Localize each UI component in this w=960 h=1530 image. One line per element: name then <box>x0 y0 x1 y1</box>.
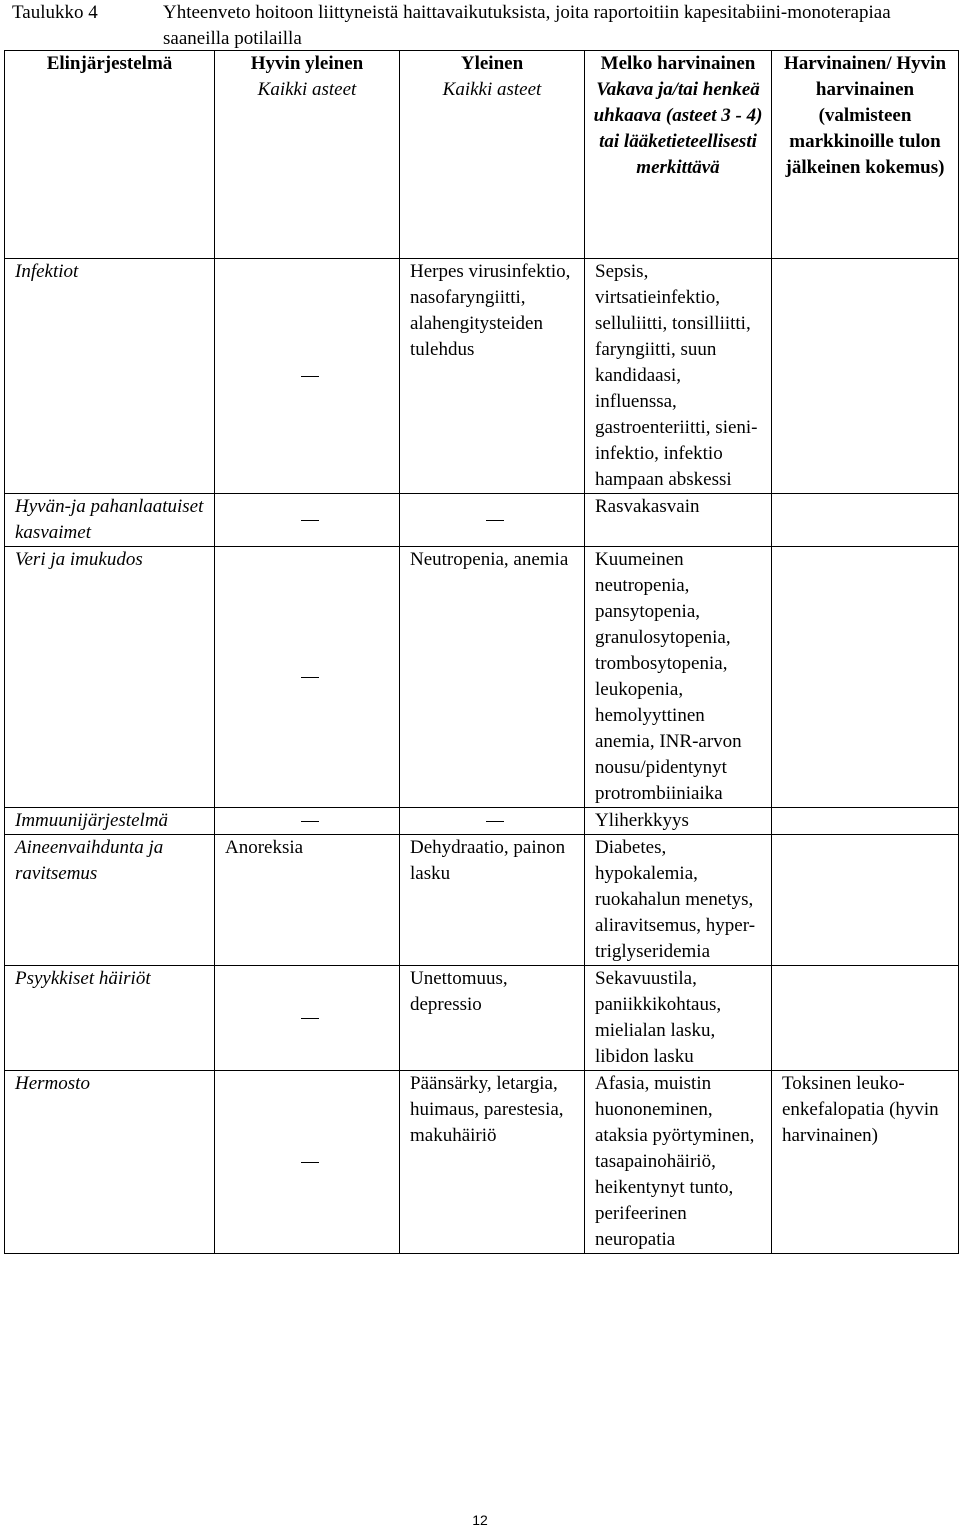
adverse-effects-table <box>4 50 959 1254</box>
row-common: Herpes virusinfektio, nasofaryngiitti, alahengitysteiden tulehdus <box>400 259 585 494</box>
row-uncommon: Rasvakasvain <box>585 494 772 547</box>
row-very-common <box>215 494 400 547</box>
row-common: Neutropenia, anemia <box>400 547 585 808</box>
row-rare: Toksinen leuko-enkefalopatia (hyvin harvinainen) <box>772 1071 959 1254</box>
dash-mark <box>301 1162 319 1163</box>
dash-mark <box>301 1018 319 1019</box>
row-uncommon: Afasia, muistin huononeminen, ataksia pyörtyminen, tasapainohäiriö, heikentynyt tunto, perifeerinen neuropatia <box>585 1071 772 1254</box>
dash-mark <box>486 821 504 822</box>
row-system: Hyvän-ja pahanlaatuiset kasvaimet <box>5 494 215 547</box>
row-common <box>400 808 585 835</box>
header-common: Yleinen Kaikki asteet <box>400 51 585 259</box>
row-uncommon: Diabetes, hypokalemia, ruokahalun menetys, aliravitsemus, hyper-triglyseridemia <box>585 835 772 966</box>
row-rare <box>772 808 959 835</box>
dash-mark <box>301 376 319 377</box>
header-rare: Harvinainen/ Hyvin harvinainen (valmisteen markkinoille tulon jälkeinen kokemus) <box>772 51 959 259</box>
row-very-common <box>215 808 400 835</box>
row-very-common <box>215 1071 400 1254</box>
row-common: Dehydraatio, painon lasku <box>400 835 585 966</box>
row-common <box>400 494 585 547</box>
row-uncommon: Sekavuustila, paniikkikohtaus, mielialan lasku, libidon lasku <box>585 966 772 1071</box>
header-very-common: Hyvin yleinen Kaikki asteet <box>215 51 400 259</box>
row-rare <box>772 835 959 966</box>
row-system: Veri ja imukudos <box>5 547 215 808</box>
table-row <box>5 808 959 835</box>
row-system: Psyykkiset häiriöt <box>5 966 215 1071</box>
table-row <box>5 1071 959 1254</box>
row-rare <box>772 494 959 547</box>
row-very-common <box>215 966 400 1071</box>
row-uncommon: Kuumeinen neutropenia, pansytopenia, granulosytopenia, trombosytopenia, leukopenia, hemolyyttinen anemia, INR-arvon nousu/pidentynyt protrombiiniaika <box>585 547 772 808</box>
caption-text: Yhteenveto hoitoon liittyneistä haittavaikutuksista, joita raportoitiin kapesitabiini-monoterapiaa saaneilla potilailla <box>163 2 891 49</box>
row-system: Hermosto <box>5 1071 215 1254</box>
row-very-common <box>215 547 400 808</box>
row-system: Infektiot <box>5 259 215 494</box>
header-uncommon: Melko harvinainen Vakava ja/tai henkeä uhkaava (asteet 3 - 4) tai lääketieteellisesti merkittävä <box>585 51 772 259</box>
row-rare <box>772 966 959 1071</box>
row-very-common: Anoreksia <box>215 835 400 966</box>
row-uncommon: Sepsis, virtsatieinfektio, selluliitti, tonsilliitti, faryngiitti, suun kandidaasi, influenssa, gastroenteriitti, sieni-infektio, infektio hampaan abskessi <box>585 259 772 494</box>
table-row <box>5 966 959 1071</box>
dash-mark <box>301 520 319 521</box>
page-number: 12 <box>472 1512 488 1528</box>
dash-mark <box>301 821 319 822</box>
table-row <box>5 547 959 808</box>
caption-label: Taulukko 4 <box>12 2 98 23</box>
dash-mark <box>486 520 504 521</box>
row-common: Päänsärky, letargia, huimaus, parestesia, makuhäiriö <box>400 1071 585 1254</box>
table-row <box>5 835 959 966</box>
table-row <box>5 259 959 494</box>
header-system: Elinjärjestelmä <box>5 51 215 259</box>
row-rare <box>772 259 959 494</box>
row-common: Unettomuus, depressio <box>400 966 585 1071</box>
dash-mark <box>301 677 319 678</box>
table-row <box>5 494 959 547</box>
row-rare <box>772 547 959 808</box>
row-very-common <box>215 259 400 494</box>
row-system: Aineenvaihdunta ja ravitsemus <box>5 835 215 966</box>
row-uncommon: Yliherkkyys <box>585 808 772 835</box>
row-system: Immuunijärjestelmä <box>5 808 215 835</box>
header-row <box>5 51 959 259</box>
